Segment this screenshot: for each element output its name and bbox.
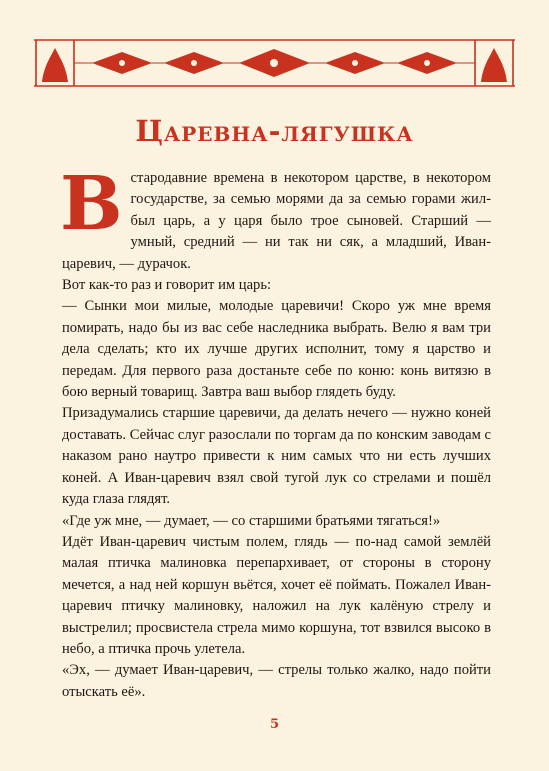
paragraph-4: Призадумались старшие царевичи, да делать нечего — нужно коней доставать. Сейчас слуг разослали по торгам да по конским заводам с наказом рано наутро привести к ним самых что ни есть лучших коней. А Иван-царевич взял свой тугой лук со стрелами и пошёл куда глаза глядят. bbox=[62, 405, 491, 508]
ornamental-header-icon bbox=[34, 38, 515, 88]
paragraph-7: «Эх, — думает Иван-царевич, — стрелы только жалко, надо пойти отыскать её». bbox=[62, 662, 491, 700]
page-number: 5 bbox=[269, 717, 280, 732]
paragraph-2: Вот как-то раз и говорит им царь: bbox=[62, 277, 272, 294]
paragraph-5: «Где уж мне, — думает, — со старшими братьями тягаться!» bbox=[62, 512, 441, 529]
paragraph-1-text: стародавние времена в некотором царстве, в некотором государстве, за семью морями да за семью горами жил-был царь, а у царя было трое сыновей. Старший — умный, средний — ни так ни сяк, а младший, Иван-царевич, — дурачок. bbox=[62, 170, 491, 272]
story-text bbox=[60, 161, 491, 703]
drop-cap: В bbox=[60, 161, 123, 247]
paragraph-6: Идёт Иван-царевич чистым полем, глядь — по-над самой землёй малая птичка малиновка перепархивает, от стороны в сторону мечется, а над ней коршун вьётся, хочет её поймать. Пожалел Иван-царевич птичку малиновку, наложил на лук калёную стрелу и выстрелил; просвистела стрела мимо коршуна, тот взвился высоко в небо, а птичка прочь улетела. bbox=[62, 533, 491, 657]
paragraph-3: — Сынки мои милые, молодые царевичи! Скоро уж мне время помирать, надо бы из вас себе наследника выбрать. Велю я вам три дела сделать; кто их лучше других исполнит, тому я царство и передам. Для первого раза достаньте себе по коню: конь витязю в бою верный товарищ. Завтра ваш выбор глядеть буду. bbox=[62, 298, 491, 401]
page-title: Царевна-лягушка bbox=[135, 114, 414, 148]
paragraph-1 bbox=[60, 161, 491, 275]
